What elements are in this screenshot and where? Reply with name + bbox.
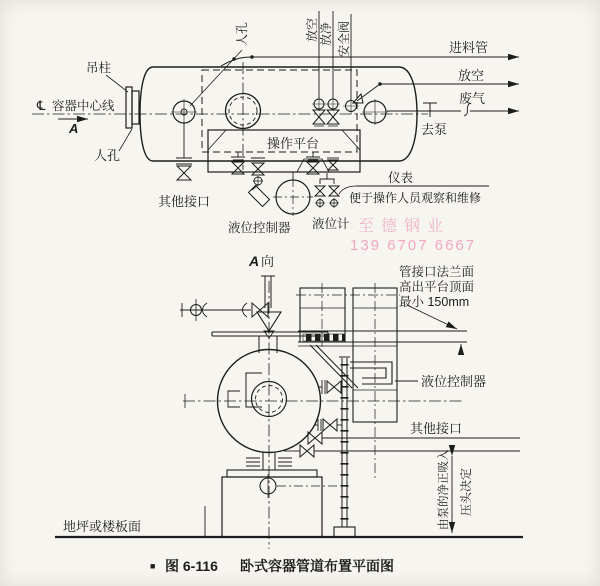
left-nozzle	[171, 99, 197, 180]
label-flange-note-3: 最小 150mm	[399, 295, 470, 309]
label-npsh-2: 压头决定	[459, 467, 473, 516]
label-vent-top: 放空	[305, 17, 319, 42]
label-other-connections-2: 其他接口	[410, 421, 463, 436]
watermark-phone: 139 6707 6667	[350, 237, 477, 254]
caption-bullet: ■	[150, 561, 156, 571]
label-drain-top: 放净	[319, 21, 333, 46]
label-manhole-top: 人孔	[235, 21, 249, 46]
flange-height-dimension	[407, 305, 461, 353]
label-centerline-symbol: ℄	[37, 98, 46, 113]
sump-circle	[273, 172, 313, 216]
label-flange-note-2: 高出平台顶面	[399, 280, 475, 294]
caption-number: 图 6-116	[165, 558, 218, 574]
a-view-title-letter: A	[249, 253, 260, 269]
waste-gas-pipe	[387, 103, 519, 117]
level-gauge-valves	[315, 173, 339, 208]
label-feed-pipe: 进料管	[449, 40, 489, 55]
label-npsh-1: 由泵的净正吸入	[438, 449, 450, 530]
level-controller-pipe	[350, 362, 418, 384]
label-level-gauge: 液位计	[312, 217, 350, 231]
label-to-pump: 去泵	[421, 122, 448, 137]
label-level-controller: 液位控制器	[228, 221, 291, 235]
label-manhole-left: 人孔	[94, 148, 121, 163]
feed-pipe	[221, 55, 519, 66]
label-vent-right: 放空	[458, 68, 485, 83]
label-centerline: 容器中心线	[52, 99, 115, 113]
label-davit: 吊柱	[86, 61, 112, 75]
label-view-arrow: A	[69, 121, 79, 136]
label-instrument-note: 便于操作人员观察和维修	[349, 191, 482, 205]
a-view-title-word: 向	[261, 254, 275, 269]
label-other-connections: 其他接口	[158, 194, 211, 209]
label-flange-note-1: 管接口法兰面	[399, 265, 475, 279]
watermark	[350, 217, 476, 254]
label-floor: 地坪或楼板面	[63, 519, 142, 534]
label-safety-valve: 安全阀	[337, 20, 351, 57]
a-view	[55, 253, 523, 549]
figure-caption	[150, 558, 394, 574]
manhole-end-view	[228, 373, 287, 417]
label-operating-platform: 操作平台	[267, 136, 320, 151]
left-manhole-flange	[106, 75, 139, 151]
label-level-controller-2: 液位控制器	[421, 374, 487, 389]
bottom-nozzle	[246, 452, 340, 498]
watermark-company: 至德钢业	[358, 218, 451, 235]
caption-title: 卧式容器管道布置平面图	[240, 558, 394, 574]
right-nozzle	[362, 99, 388, 125]
vent-pipe	[357, 82, 519, 101]
label-waste-gas: 废气	[459, 91, 486, 106]
label-instrument: 仪表	[388, 171, 414, 185]
plan-view	[32, 11, 519, 235]
